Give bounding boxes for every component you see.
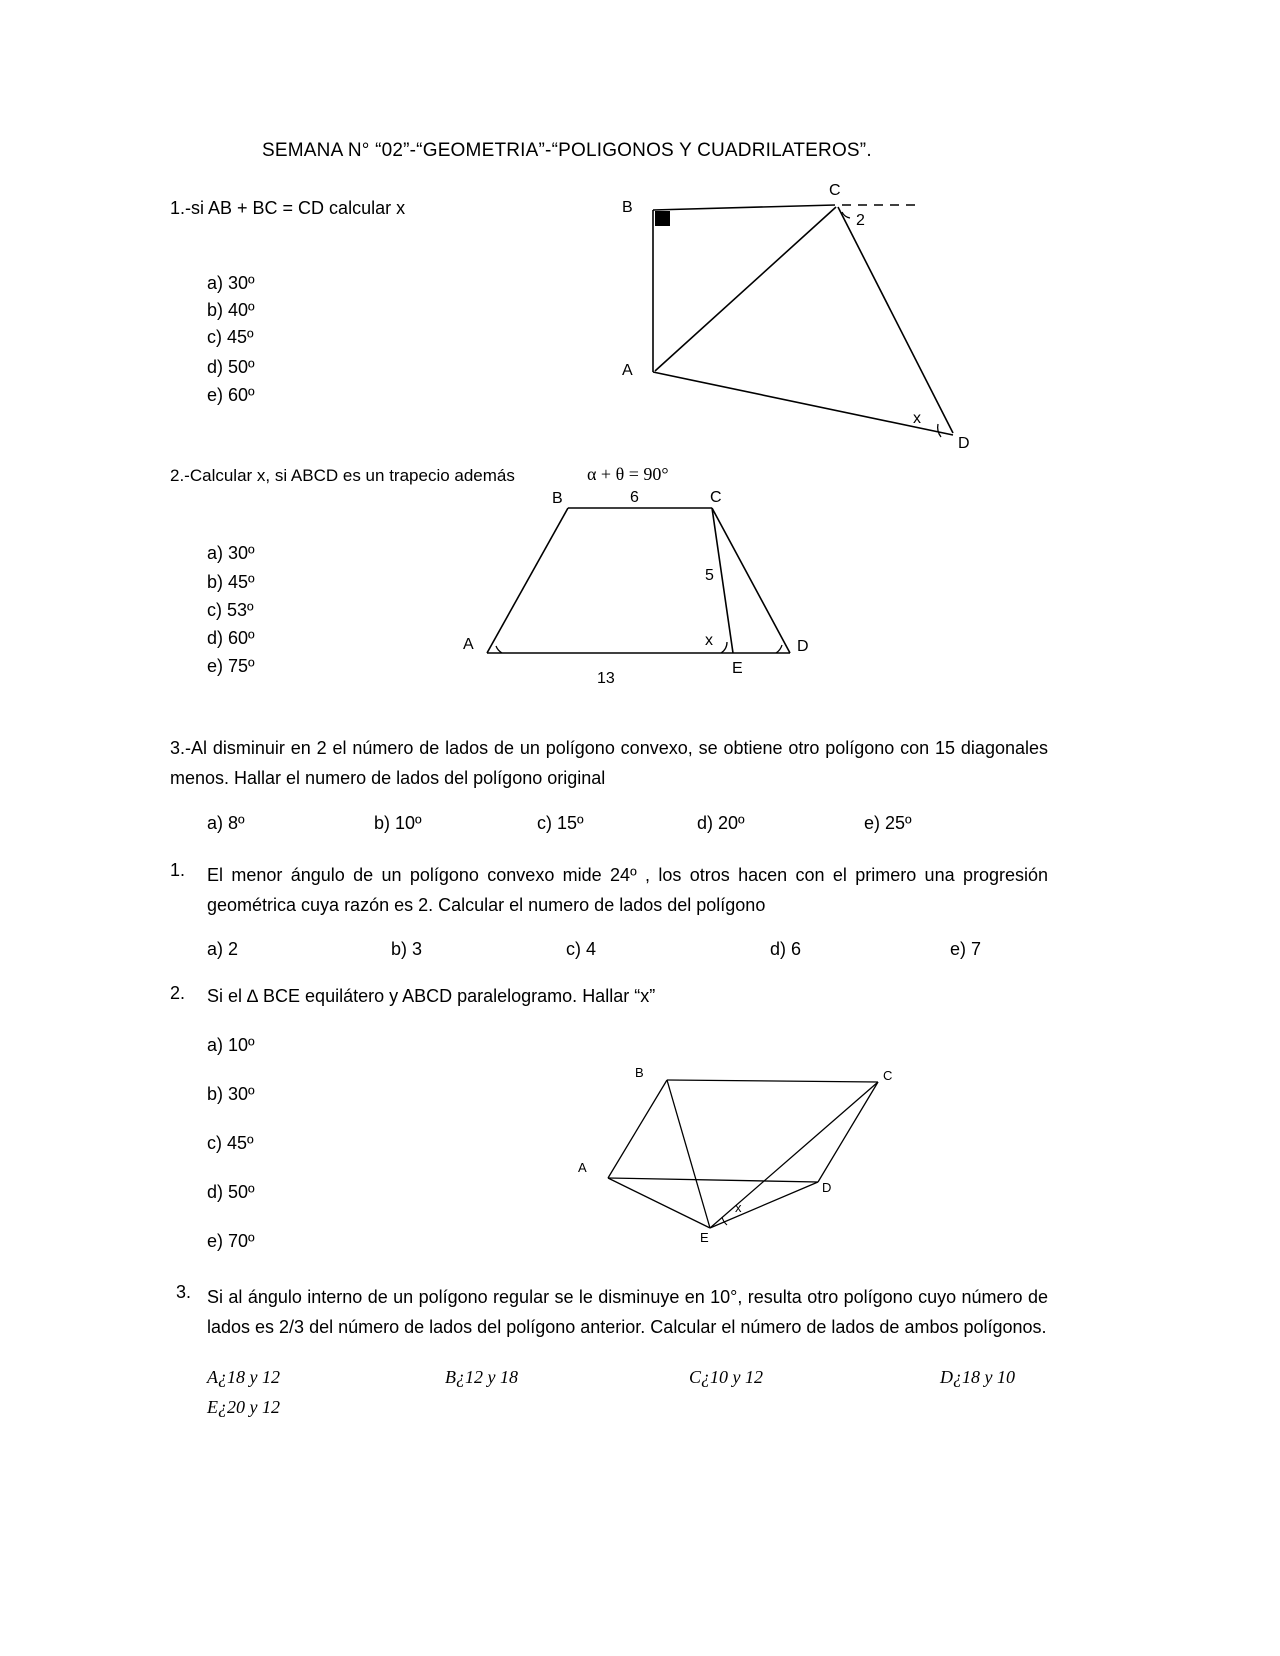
question-2-option-a: a) 30º [207,543,255,563]
question-5-option-c: c) 45º [207,1133,254,1153]
question-2-statement: 2.-Calcular x, si ABCD es un trapecio además [170,466,515,485]
figure2-label-E: E [732,660,743,677]
question-3-option-b: b) 10º [374,813,422,833]
question-1-option-b: b) 40º [207,300,255,320]
figure2-label-D: D [797,638,809,655]
question-2-option-d: d) 60º [207,628,255,648]
figure3-label-E: E [700,1230,709,1245]
question-1-option-a: a) 30º [207,273,255,293]
question-6-marker: 3. [176,1282,192,1302]
question-5-option-b: b) 30º [207,1084,255,1104]
question-5-marker: 2. [170,983,186,1003]
question-3-option-c: c) 15º [537,813,584,833]
figure2-label-6: 6 [630,489,639,506]
question-2-option-b: b) 45º [207,572,255,592]
question-5-option-d: d) 50º [207,1182,255,1202]
question-4-option-c: c) 4 [566,939,597,959]
question-4-marker: 1. [170,860,186,880]
question-1-statement: 1.-si AB + BC = CD calcular x [170,198,406,218]
figure1-label-x: x [913,410,921,427]
question-6-option-a: A¿18 y 12 [207,1367,280,1387]
question-4-option-d: d) 6 [770,939,802,959]
question-6-option-b: B¿12 y 18 [445,1367,518,1387]
question-4-statement: El menor ángulo de un polígono convexo mide 24º , los otros hacen con el primero una progresión geométrica cuya razón es 2. Calcular el numero de lados del polígono [207,865,1048,915]
question-4-option-b: b) 3 [391,939,423,959]
question-2-option-e: e) 75º [207,656,255,676]
question-1-option-d: d) 50º [207,357,255,377]
question-6-option-d: D¿18 y 10 [940,1367,1015,1387]
question-1-option-c: c) 45º [207,327,254,347]
figure1-label-B: B [622,199,633,216]
figure2-label-A: A [463,636,474,653]
figure2-label-13: 13 [597,670,615,687]
question-3-option-e: e) 25º [864,813,912,833]
figure2-label-5: 5 [705,567,714,584]
figure3-label-B: B [635,1065,644,1080]
question-4-option-e: e) 7 [950,939,982,959]
question-1-option-e: e) 60º [207,385,255,405]
figure2-label-C: C [710,489,722,506]
figure3-label-x: x [735,1200,742,1215]
question-5-option-a: a) 10º [207,1035,255,1055]
question-6-statement: Si al ángulo interno de un polígono regular se le disminuye en 10°, resulta otro polígono cuyo número de lados es 2/3 del número de lados del polígono anterior. Calcular el número de lados de ambos polígonos. [207,1287,1048,1337]
question-2-condition: α + θ = 90° [587,464,669,484]
figure3-label-A: A [578,1160,587,1175]
question-3-statement: 3.-Al disminuir en 2 el número de lados de un polígono convexo, se obtiene otro polígono con 15 diagonales menos. Hallar el numero de lados del polígono original [170,738,1048,788]
question-6-option-e: E¿20 y 12 [207,1397,280,1417]
question-5-option-e: e) 70º [207,1231,255,1251]
question-4-option-a: a) 2 [207,939,239,959]
page-title: SEMANA N° “02”-“GEOMETRIA”-“POLIGONOS Y CUADRILATEROS”. [262,140,872,161]
figure1-label-C: C [829,182,841,199]
question-5-statement: Si el ∆ BCE equilátero y ABCD paralelogramo. Hallar “x” [207,986,656,1006]
figure3-label-D: D [822,1180,832,1195]
question-2-option-c: c) 53º [207,600,254,620]
question-5-figure [570,1060,930,1260]
question-3-option-a: a) 8º [207,813,245,833]
figure3-label-C: C [883,1068,893,1083]
question-2-figure [460,490,840,700]
figure1-label-D: D [958,435,970,452]
question-6-option-c: C¿10 y 12 [689,1367,763,1387]
question-1-figure [610,182,990,465]
figure1-label-2: 2 [856,212,865,229]
question-3-option-d: d) 20º [697,813,745,833]
figure2-label-x: x [705,632,713,649]
figure2-label-B: B [552,490,563,507]
figure1-label-A: A [622,362,633,379]
